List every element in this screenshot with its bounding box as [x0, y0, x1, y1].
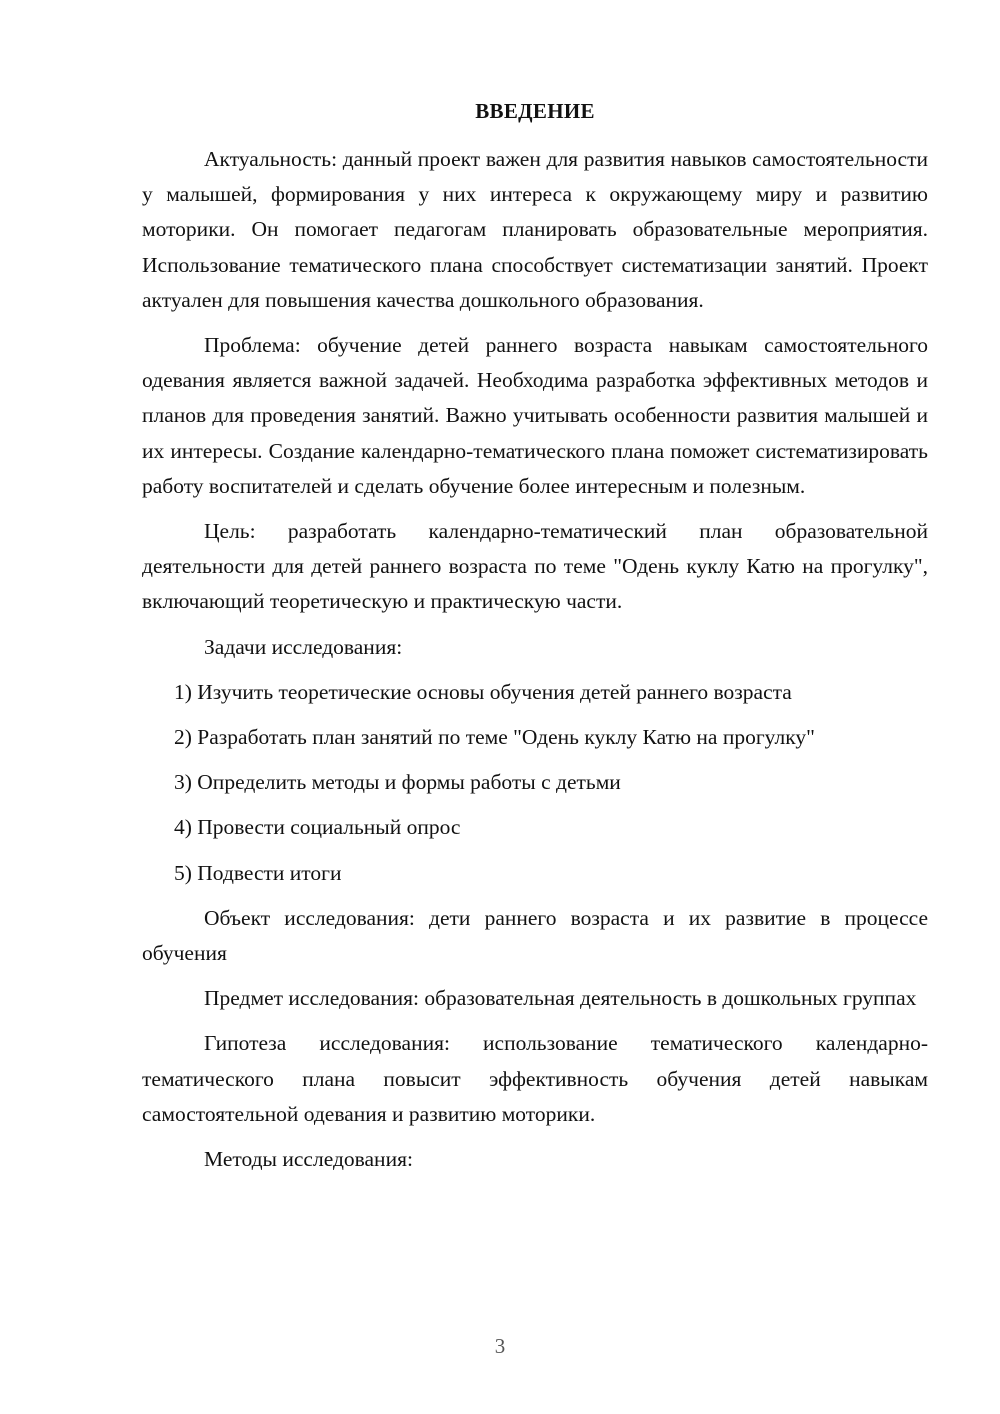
paragraph-relevance: Актуальность: данный проект важен для развития навыков самостоятельности у малышей, формирования у них интереса к окружающему миру и развитию моторики. Он помогает педагогам планировать образовательные мероприятия. Использование тематического плана способствует систематизации занятий. Проект актуален для повышения качества дошкольного образования. [142, 147, 928, 312]
tasks-heading: Задачи исследования: [204, 634, 403, 659]
list-item: 4) Провести социальный опрос [174, 815, 461, 840]
document-body [142, 142, 928, 1187]
list-item: 1) Изучить теоретические основы обучения детей раннего возраста [174, 679, 792, 704]
methods-heading: Методы исследования: [204, 1147, 413, 1172]
list-item: 5) Подвести итоги [174, 860, 342, 885]
list-item: 2) Разработать план занятий по теме "Одень куклу Катю на прогулку" [174, 725, 815, 750]
list-item: 3) Определить методы и формы работы с детьми [174, 770, 621, 795]
page-title: ВВЕДЕНИЕ [475, 99, 595, 123]
page-number: 3 [494, 1334, 506, 1358]
paragraph-problem: Проблема: обучение детей раннего возраста навыкам самостоятельного одевания является важной задачей. Необходима разработка эффективных методов и планов для проведения занятий. Важно учитывать особенности развития малышей и их интересы. Создание календарно-тематического плана поможет систематизировать работу воспитателей и сделать обучение более интересным и полезным. [142, 333, 928, 498]
paragraph-goal: Цель: разработать календарно-тематический план образовательной деятельности для детей раннего возраста по теме "Одень куклу Катю на прогулку", включающий теоретическую и практическую части. [142, 519, 928, 614]
paragraph-hypothesis: Гипотеза исследования: использование тематического календарно-тематического плана повысит эффективность обучения детей навыкам самостоятельной одевания и развитию моторики. [142, 1031, 928, 1126]
paragraph-subject: Предмет исследования: образовательная деятельность в дошкольных группах [204, 986, 917, 1011]
paragraph-object: Объект исследования: дети раннего возраста и их развитие в процессе обучения [142, 905, 928, 966]
